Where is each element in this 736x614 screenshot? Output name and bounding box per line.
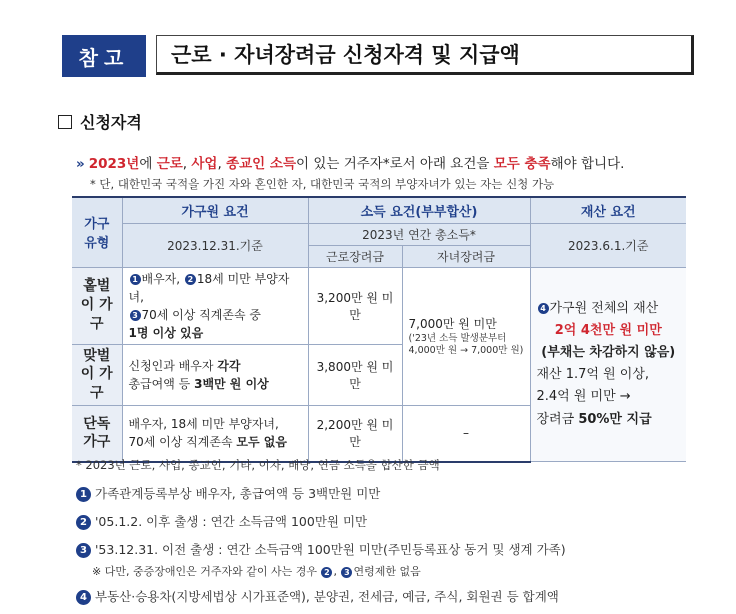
subnote-marker-3: 3	[341, 567, 352, 578]
col-header-type: 가구 유형	[72, 197, 122, 267]
col-header-asset-date: 2023.6.1.기준	[530, 223, 686, 267]
subnote-text: ※ 다만, 중증장애인은 거주자와 같이 사는 경우	[92, 565, 321, 578]
child-income-value: 7,000만 원 미만	[408, 316, 497, 331]
intro-text-1: 에	[139, 156, 157, 172]
req-text-bold: 각각	[217, 358, 241, 373]
footnote-text: '05.1.2. 이후 출생 : 연간 소득금액 100만원 미만	[95, 514, 368, 529]
child-income-cell	[402, 267, 530, 406]
footnote-marker-3: 3	[76, 543, 91, 558]
col-header-income-child: 자녀장려금	[402, 245, 530, 267]
req-text: 총급여액 등	[128, 376, 195, 391]
asset-requirement-cell	[530, 267, 686, 462]
req-text: 70세 이상 직계존속 중	[141, 307, 261, 322]
footnote-1	[76, 484, 380, 502]
footnote-text: 가족관계등록부상 배우자, 총급여액 등 3백만원 미만	[95, 486, 381, 501]
marker-4: 4	[538, 303, 549, 314]
col-header-income-sub: 2023년 연간 총소득*	[308, 223, 530, 245]
asset-debt-note: (부채는 차감하지 않음)	[541, 345, 676, 361]
footnote-marker-1: 1	[76, 487, 91, 502]
intro-keyword-all: 모두 충족	[493, 156, 551, 172]
subnote-marker-2: 2	[321, 567, 332, 578]
row-household-single	[122, 406, 308, 462]
footnote-marker-2: 2	[76, 515, 91, 530]
col-header-household-date: 2023.12.31.기준	[122, 223, 308, 267]
row-household-single-income	[122, 267, 308, 344]
intro-sep-1: ,	[182, 156, 192, 172]
section-title: 신청자격	[80, 113, 142, 132]
col-header-income-work: 근로장려금	[308, 245, 402, 267]
page-title: 근로 · 자녀장려금 신청자격 및 지급액	[156, 35, 694, 75]
col-header-income: 소득 요건(부부합산)	[308, 197, 530, 223]
footnote-marker-4: 4	[76, 590, 91, 605]
checkbox-icon	[58, 115, 72, 129]
intro-keyword-religion: 종교인 소득	[226, 156, 296, 172]
row-income-child-single-person: –	[402, 406, 530, 462]
intro-note: * 단, 대한민국 국적을 가진 자와 혼인한 자, 대한민국 국적의 부양자녀가 있는 자는 신청 가능	[90, 177, 555, 191]
asset-text-6: 장려금	[536, 411, 579, 427]
double-arrow-icon: »	[76, 156, 85, 172]
asset-text-5: 2.4억 원 미만 →	[536, 389, 631, 405]
footnote-4	[76, 587, 559, 605]
row-income-work-single-person: 2,200만 원 미만	[308, 406, 402, 462]
req-text: 18세 미만 부양자녀,	[128, 271, 290, 304]
col-header-asset: 재산 요건	[530, 197, 686, 223]
requirements-table	[72, 196, 686, 463]
subnote-text: 연령제한 없음	[353, 565, 421, 578]
asset-text-4: 재산 1.7억 원 이상,	[536, 367, 650, 383]
row-type-single-income: 홑벌이 가구	[72, 267, 122, 344]
footnote-3-subnote: ※ 다만, 중증장애인은 거주자와 같이 사는 경우 2 , 3 연령제한 없음	[92, 565, 421, 578]
marker-1: 1	[130, 274, 141, 285]
table-row	[72, 267, 686, 344]
row-income-work-dual: 3,800만 원 미만	[308, 344, 402, 406]
footnote-2	[76, 512, 367, 530]
intro-line	[76, 152, 624, 172]
child-income-note: ('23년 소득 발생분부터 4,000만 원 → 7,000만 원)	[408, 332, 524, 357]
intro-year: 2023년	[88, 156, 140, 172]
row-type-single: 단독 가구	[72, 406, 122, 462]
req-text-bold: 모두 없음	[236, 435, 287, 450]
intro-sep-2: ,	[217, 156, 227, 172]
marker-3: 3	[130, 310, 141, 321]
intro-text-2: 이 있는 거주자*로서 아래 요건을	[295, 156, 494, 172]
reference-badge: 참고	[62, 35, 146, 77]
row-household-dual-income	[122, 344, 308, 406]
req-text: 배우자,	[141, 271, 184, 286]
intro-keyword-work: 근로	[156, 156, 183, 172]
asset-text-1: 가구원 전체의 재산	[549, 301, 659, 317]
row-income-work-single: 3,200만 원 미만	[308, 267, 402, 344]
marker-2: 2	[185, 274, 196, 285]
footnote-star: * 2023년 근로, 사업, 종교인, 기타, 이자, 배당, 연금 소득을 합산한 금액	[76, 458, 440, 472]
req-text: 70세 이상 직계존속	[128, 435, 237, 450]
section-heading	[58, 110, 142, 133]
req-text-bold: 1명 이상 있음	[128, 325, 204, 340]
footnote-text: '53.12.31. 이전 출생 : 연간 소득금액 100만원 미만(주민등록표상 동거 및 생계 가족)	[95, 542, 566, 557]
asset-half-payment: 50%만 지급	[578, 411, 652, 427]
intro-keyword-business: 사업	[191, 156, 218, 172]
req-text: 신청인과 배우자	[128, 358, 218, 373]
intro-text-3: 해야 합니다.	[550, 156, 625, 172]
req-text-bold: 3백만 원 이상	[194, 376, 269, 391]
footnote-text: 부동산·승용차(지방세법상 시가표준액), 분양권, 전세금, 예금, 주식, 회원권 등 합계액	[95, 589, 559, 604]
col-header-household: 가구원 요건	[122, 197, 308, 223]
asset-limit: 2억 4천만 원 미만	[554, 323, 662, 339]
footnote-3	[76, 540, 566, 558]
req-text: 배우자, 18세 미만 부양자녀,	[128, 417, 279, 432]
row-type-dual-income: 맞벌이 가구	[72, 344, 122, 406]
